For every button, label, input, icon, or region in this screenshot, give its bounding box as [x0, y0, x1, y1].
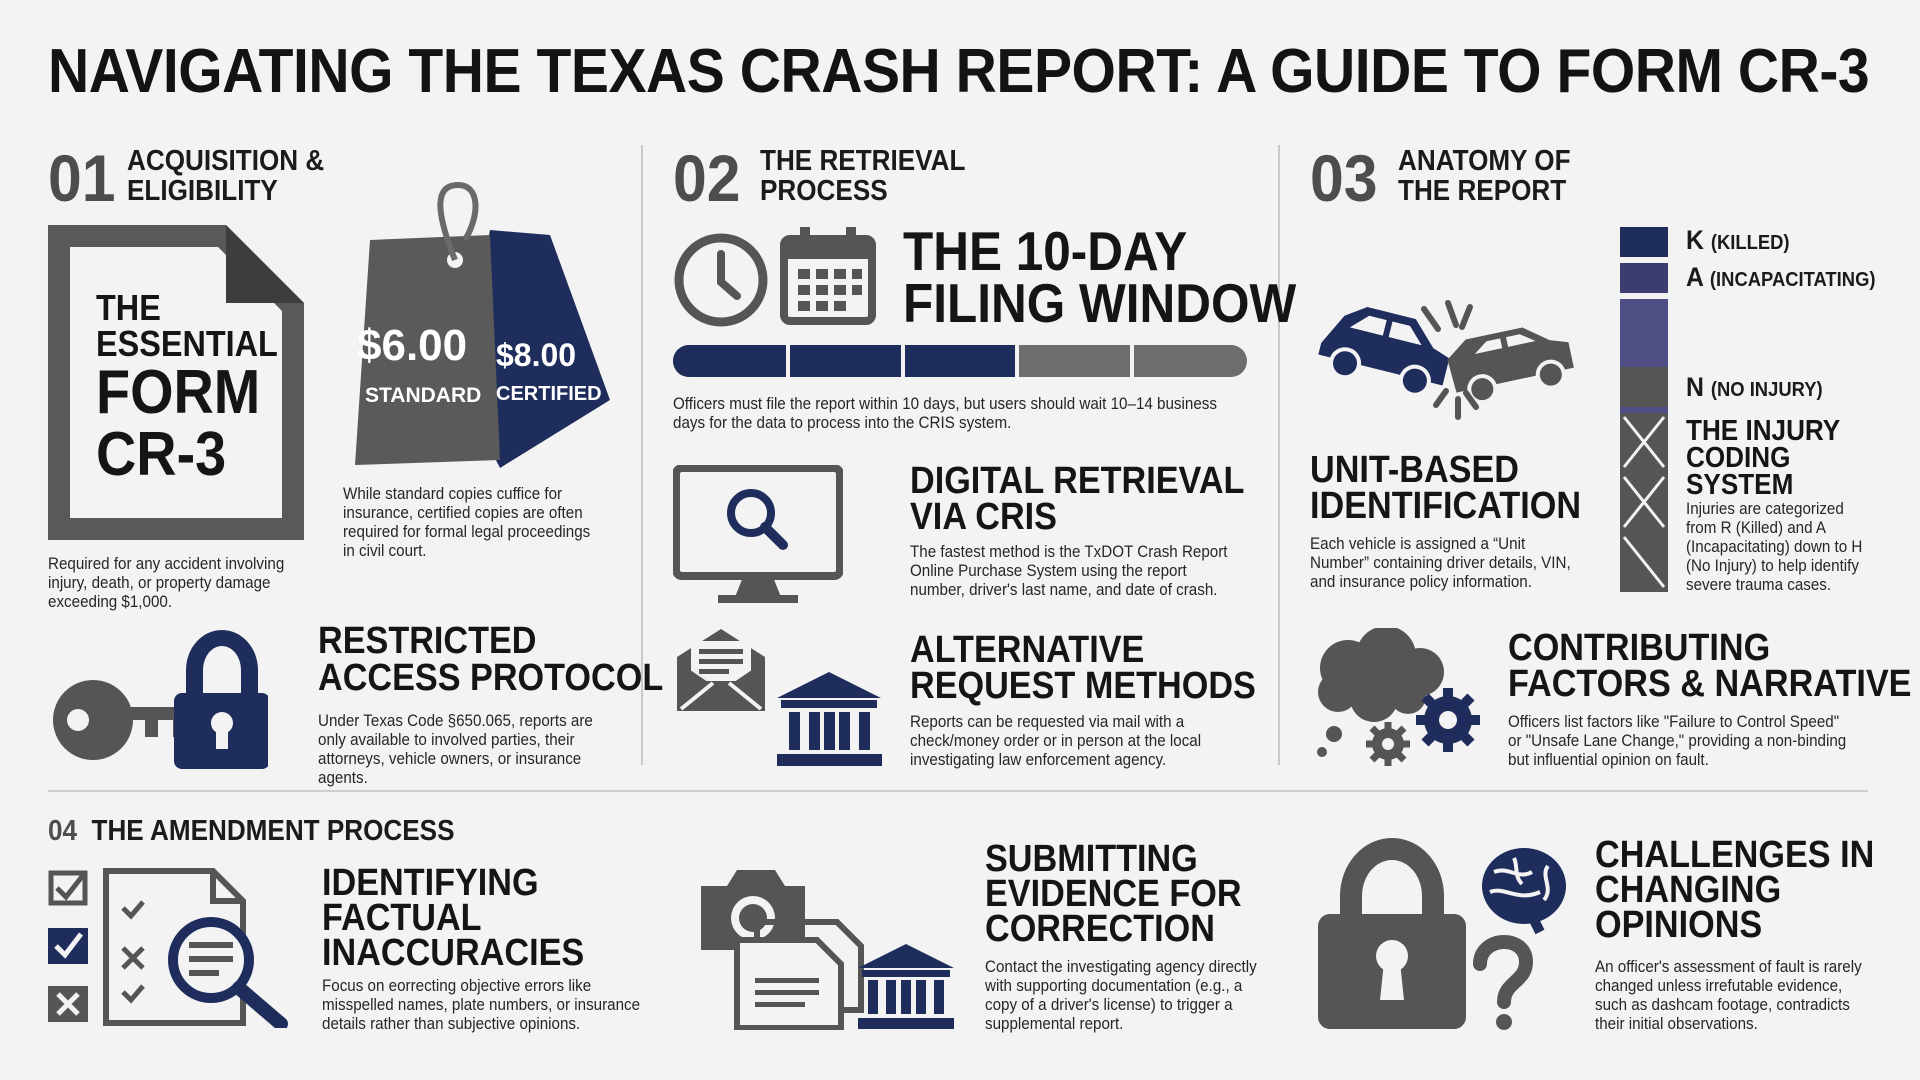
digital-retrieval-heading-line1: DIGITAL RETRIEVAL [910, 460, 1245, 502]
section-2-heading [760, 146, 965, 206]
injury-scale-icon [1620, 227, 1668, 592]
injury-coding-body: Injuries are categorized from R (Killed) and A (Incapacitating) down to H (No Injury) to help identify severe trauma cases. [1686, 500, 1863, 594]
injury-n-letter: N [1686, 372, 1704, 402]
injury-coding-heading-line2: CODING [1686, 442, 1791, 474]
thought-gears-icon [1308, 628, 1498, 773]
submit-evidence-heading-line2: EVIDENCE FOR [985, 873, 1242, 915]
injury-n-label [1686, 372, 1823, 403]
restricted-body: Under Texas Code §650.065, reports are only available to involved parties, their attorneys, vehicle owners, or insurance agents. [318, 712, 593, 787]
filing-progress-bar [673, 345, 1247, 377]
submit-evidence-heading [985, 838, 1242, 950]
filing-progress-fill [673, 345, 1017, 377]
injury-k-letter: K [1686, 225, 1704, 255]
injury-a-label [1686, 262, 1876, 293]
tag-standard-price: $6.00 [357, 321, 468, 370]
injury-coding-heading-line3: SYSTEM [1686, 469, 1794, 501]
digital-retrieval-body: The fastest method is the TxDOT Crash Report Online Purchase System using the report number, driver's last name, and date of crash. [910, 543, 1228, 599]
divider-horizontal [48, 790, 1868, 792]
checklist-icon [48, 870, 88, 1022]
monitor-search-icon [673, 465, 843, 607]
contributing-factors-heading-line2: FACTORS & NARRATIVE [1508, 663, 1912, 705]
restricted-heading-line1: RESTRICTED [318, 620, 537, 662]
car-crash-icon [1308, 295, 1583, 425]
section-1-number: 01 [48, 141, 116, 215]
form-caption: Required for any accident involving injury, death, or property damage exceeding $1,000. [48, 555, 285, 611]
price-caption: While standard copies cuffice for insurance, certified copies are often required for formal legal proceedings in civil court. [343, 485, 591, 560]
restricted-heading-line2: ACCESS PROTOCOL [318, 657, 664, 699]
alt-request-heading [910, 629, 1256, 707]
form-label-line4: CR-3 [96, 420, 227, 489]
section-2-number: 02 [673, 141, 741, 215]
key-lock-icon [48, 625, 268, 770]
identify-inaccuracies-heading-line3: INACCURACIES [322, 932, 585, 974]
section-1-heading-line2: ELIGIBILITY [127, 175, 278, 207]
form-label-line3: FORM [96, 358, 261, 427]
form-label-line2: ESSENTIAL [96, 323, 278, 364]
form-label-line1: THE [96, 287, 161, 328]
submit-evidence-heading-line3: CORRECTION [985, 908, 1215, 950]
digital-retrieval-heading [910, 460, 1245, 538]
contributing-factors-heading-line1: CONTRIBUTING [1508, 627, 1771, 669]
calendar-icon [780, 225, 876, 325]
tag-certified-label: CERTIFIED [496, 383, 602, 405]
section-3-heading-line2: THE REPORT [1398, 175, 1567, 207]
section-1-heading-line1: ACQUISITION & [127, 145, 325, 177]
contributing-factors-heading [1508, 627, 1912, 705]
challenges-heading-line1: CHALLENGES IN [1595, 834, 1875, 876]
injury-coding-heading-line1: THE INJURY [1686, 415, 1841, 447]
section-3-number: 03 [1310, 141, 1378, 215]
injury-a-text: (INCAPACITATING) [1709, 269, 1876, 291]
challenges-heading-line2: CHANGING [1595, 869, 1782, 911]
injury-k-label [1686, 225, 1790, 256]
identify-inaccuracies-heading-line2: FACTUAL [322, 897, 482, 939]
restricted-heading [318, 620, 664, 699]
contributing-factors-body: Officers list factors like "Failure to Control Speed" or "Unsafe Lane Change," providing a non-binding but influential opinion on fault. [1508, 713, 1847, 769]
submit-evidence-heading-line1: SUBMITTING [985, 838, 1198, 880]
form-label [96, 287, 278, 489]
progress-segment-divider [1015, 345, 1019, 377]
injury-n-text: (NO INJURY) [1710, 379, 1823, 401]
tag-standard-label: STANDARD [365, 384, 482, 407]
price-tags-icon [340, 180, 620, 470]
progress-segment-divider [901, 345, 905, 377]
bank-icon [777, 672, 882, 767]
unit-id-heading-line1: UNIT-BASED [1310, 449, 1520, 491]
tag-certified-price: $8.00 [496, 337, 577, 373]
submit-evidence-body: Contact the investigating agency directly with supporting documentation (e.g., a copy of a driver's license) to trigger a supplemental report. [985, 958, 1257, 1033]
injury-a-letter: A [1686, 262, 1704, 292]
section-4-heading [48, 816, 455, 846]
alt-request-heading-line1: ALTERNATIVE [910, 629, 1145, 671]
alt-request-body: Reports can be requested via mail with a check/money order or in person at the local investigating law enforcement agency. [910, 713, 1202, 769]
unit-id-body: Each vehicle is assigned a “Unit Number” containing driver details, VIN, and insurance policy information. [1310, 535, 1571, 591]
section-3-heading [1398, 146, 1571, 206]
filing-window-heading-line1: THE 10-DAY [903, 220, 1188, 282]
challenges-heading-line3: OPINIONS [1595, 904, 1763, 946]
section-1-heading [127, 146, 324, 206]
identify-inaccuracies-body: Focus on eorrecting objective errors like misspelled names, plate numbers, or insurance details rather than subjective opinions. [322, 977, 641, 1033]
identify-inaccuracies-heading-line1: IDENTIFYING [322, 862, 539, 904]
filing-window-heading-line2: FILING WINDOW [903, 272, 1297, 334]
section-4-title: THE AMENDMENT PROCESS [91, 815, 455, 847]
challenges-body: An officer's assessment of fault is rarely changed unless irrefutable evidence, such as dashcam footage, contradicts their initial observations. [1595, 958, 1862, 1033]
challenges-heading [1595, 834, 1875, 946]
section-2-heading-line1: THE RETRIEVAL [760, 145, 966, 177]
unit-id-heading [1310, 449, 1582, 527]
injury-k-text: (KILLED) [1710, 232, 1790, 254]
progress-segment-divider [786, 345, 790, 377]
section-3-heading-line1: ANATOMY OF [1398, 145, 1571, 177]
page-title: NAVIGATING THE TEXAS CRASH REPORT: A GUIDE TO FORM CR-3 [48, 37, 1870, 106]
progress-segment-divider [1130, 345, 1134, 377]
document-magnifier-icon [103, 868, 293, 1028]
mail-icon [673, 627, 769, 713]
clock-icon [673, 232, 769, 328]
injury-coding-heading [1686, 415, 1841, 501]
digital-retrieval-heading-line2: VIA CRIS [910, 496, 1057, 538]
bank-small-icon [858, 944, 954, 1030]
unit-id-heading-line2: IDENTIFICATION [1310, 485, 1582, 527]
filing-window-body: Officers must file the report within 10 days, but users should wait 10–14 business days for the data to process into the CRIS system. [673, 395, 1217, 432]
section-2-heading-line2: PROCESS [760, 175, 888, 207]
lock-brain-question-icon [1318, 836, 1568, 1031]
identify-inaccuracies-heading [322, 862, 585, 974]
alt-request-heading-line2: REQUEST METHODS [910, 665, 1256, 707]
section-4-number: 04 [48, 815, 78, 847]
filing-window-heading [903, 220, 1297, 334]
